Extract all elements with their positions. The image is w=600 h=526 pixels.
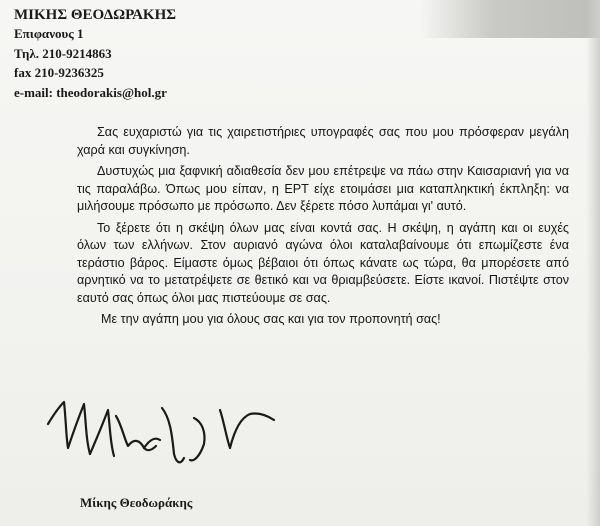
sender-address: Επιφανους 1 bbox=[14, 26, 84, 41]
paragraph-encouragement: Το ξέρετε ότι η σκέψη όλων μας είναι κοντά σας. Η σκέψη, η αγάπη και οι ευχές όλων των ελλήνων. Στον αυριανό αγώνα όλοι καταλαβαίνουμε ότι επωμίζεστε ένα τεράστιο βάρος. Είμαστε όμως βέβαιοι ότι όπως κάνατε ως τώρα, θα μπορέσετε από αρνητικό να το μετατρέψετε σε θετικό και να θριαμβεύσετε. Είστε ικανοί. Πιστέψτε στον εαυτό σας όπως όλοι μας πιστεύουμε σε σας. bbox=[77, 220, 569, 305]
scan-shadow-top bbox=[420, 0, 600, 38]
paragraph-apology: Δυστυχώς μια ξαφνική αδιαθεσία δεν μου επέτρεψε να πάω στην Καισαριανή για να τις παραλάβω. Όπως μου είπαν, η ΕΡΤ είχε ετοιμάσει μια καταπληκτική έκπληξη: να μιλήσουμε πρόσωπο με πρόσωπο. Δεν ξέρετε πόσο λυπάμαι γι' αυτό. bbox=[77, 164, 569, 213]
sender-fax: fax 210-9236325 bbox=[14, 65, 104, 80]
handwritten-signature bbox=[44, 396, 314, 474]
sender-name: ΜΙΚΗΣ ΘΕΟΔΩΡΑΚΗΣ bbox=[14, 7, 177, 23]
paragraph-thanks: Σας ευχαριστώ για τις χαιρετιστήριες υπογραφές σας που μου πρόσφεραν μεγάλη χαρά και συγκίνηση. bbox=[77, 125, 569, 157]
letter-body bbox=[77, 124, 569, 333]
scan-shadow-right bbox=[586, 0, 600, 526]
sender-email: e-mail: theodorakis@hol.gr bbox=[14, 84, 167, 100]
signature-name: Μίκης Θεοδωράκης bbox=[80, 495, 193, 510]
sender-phone: Τηλ. 210-9214863 bbox=[14, 45, 112, 61]
letterhead bbox=[14, 6, 176, 102]
closing-line: Με την αγάπη μου για όλους σας και για τον προπονητή σας! bbox=[101, 312, 441, 326]
